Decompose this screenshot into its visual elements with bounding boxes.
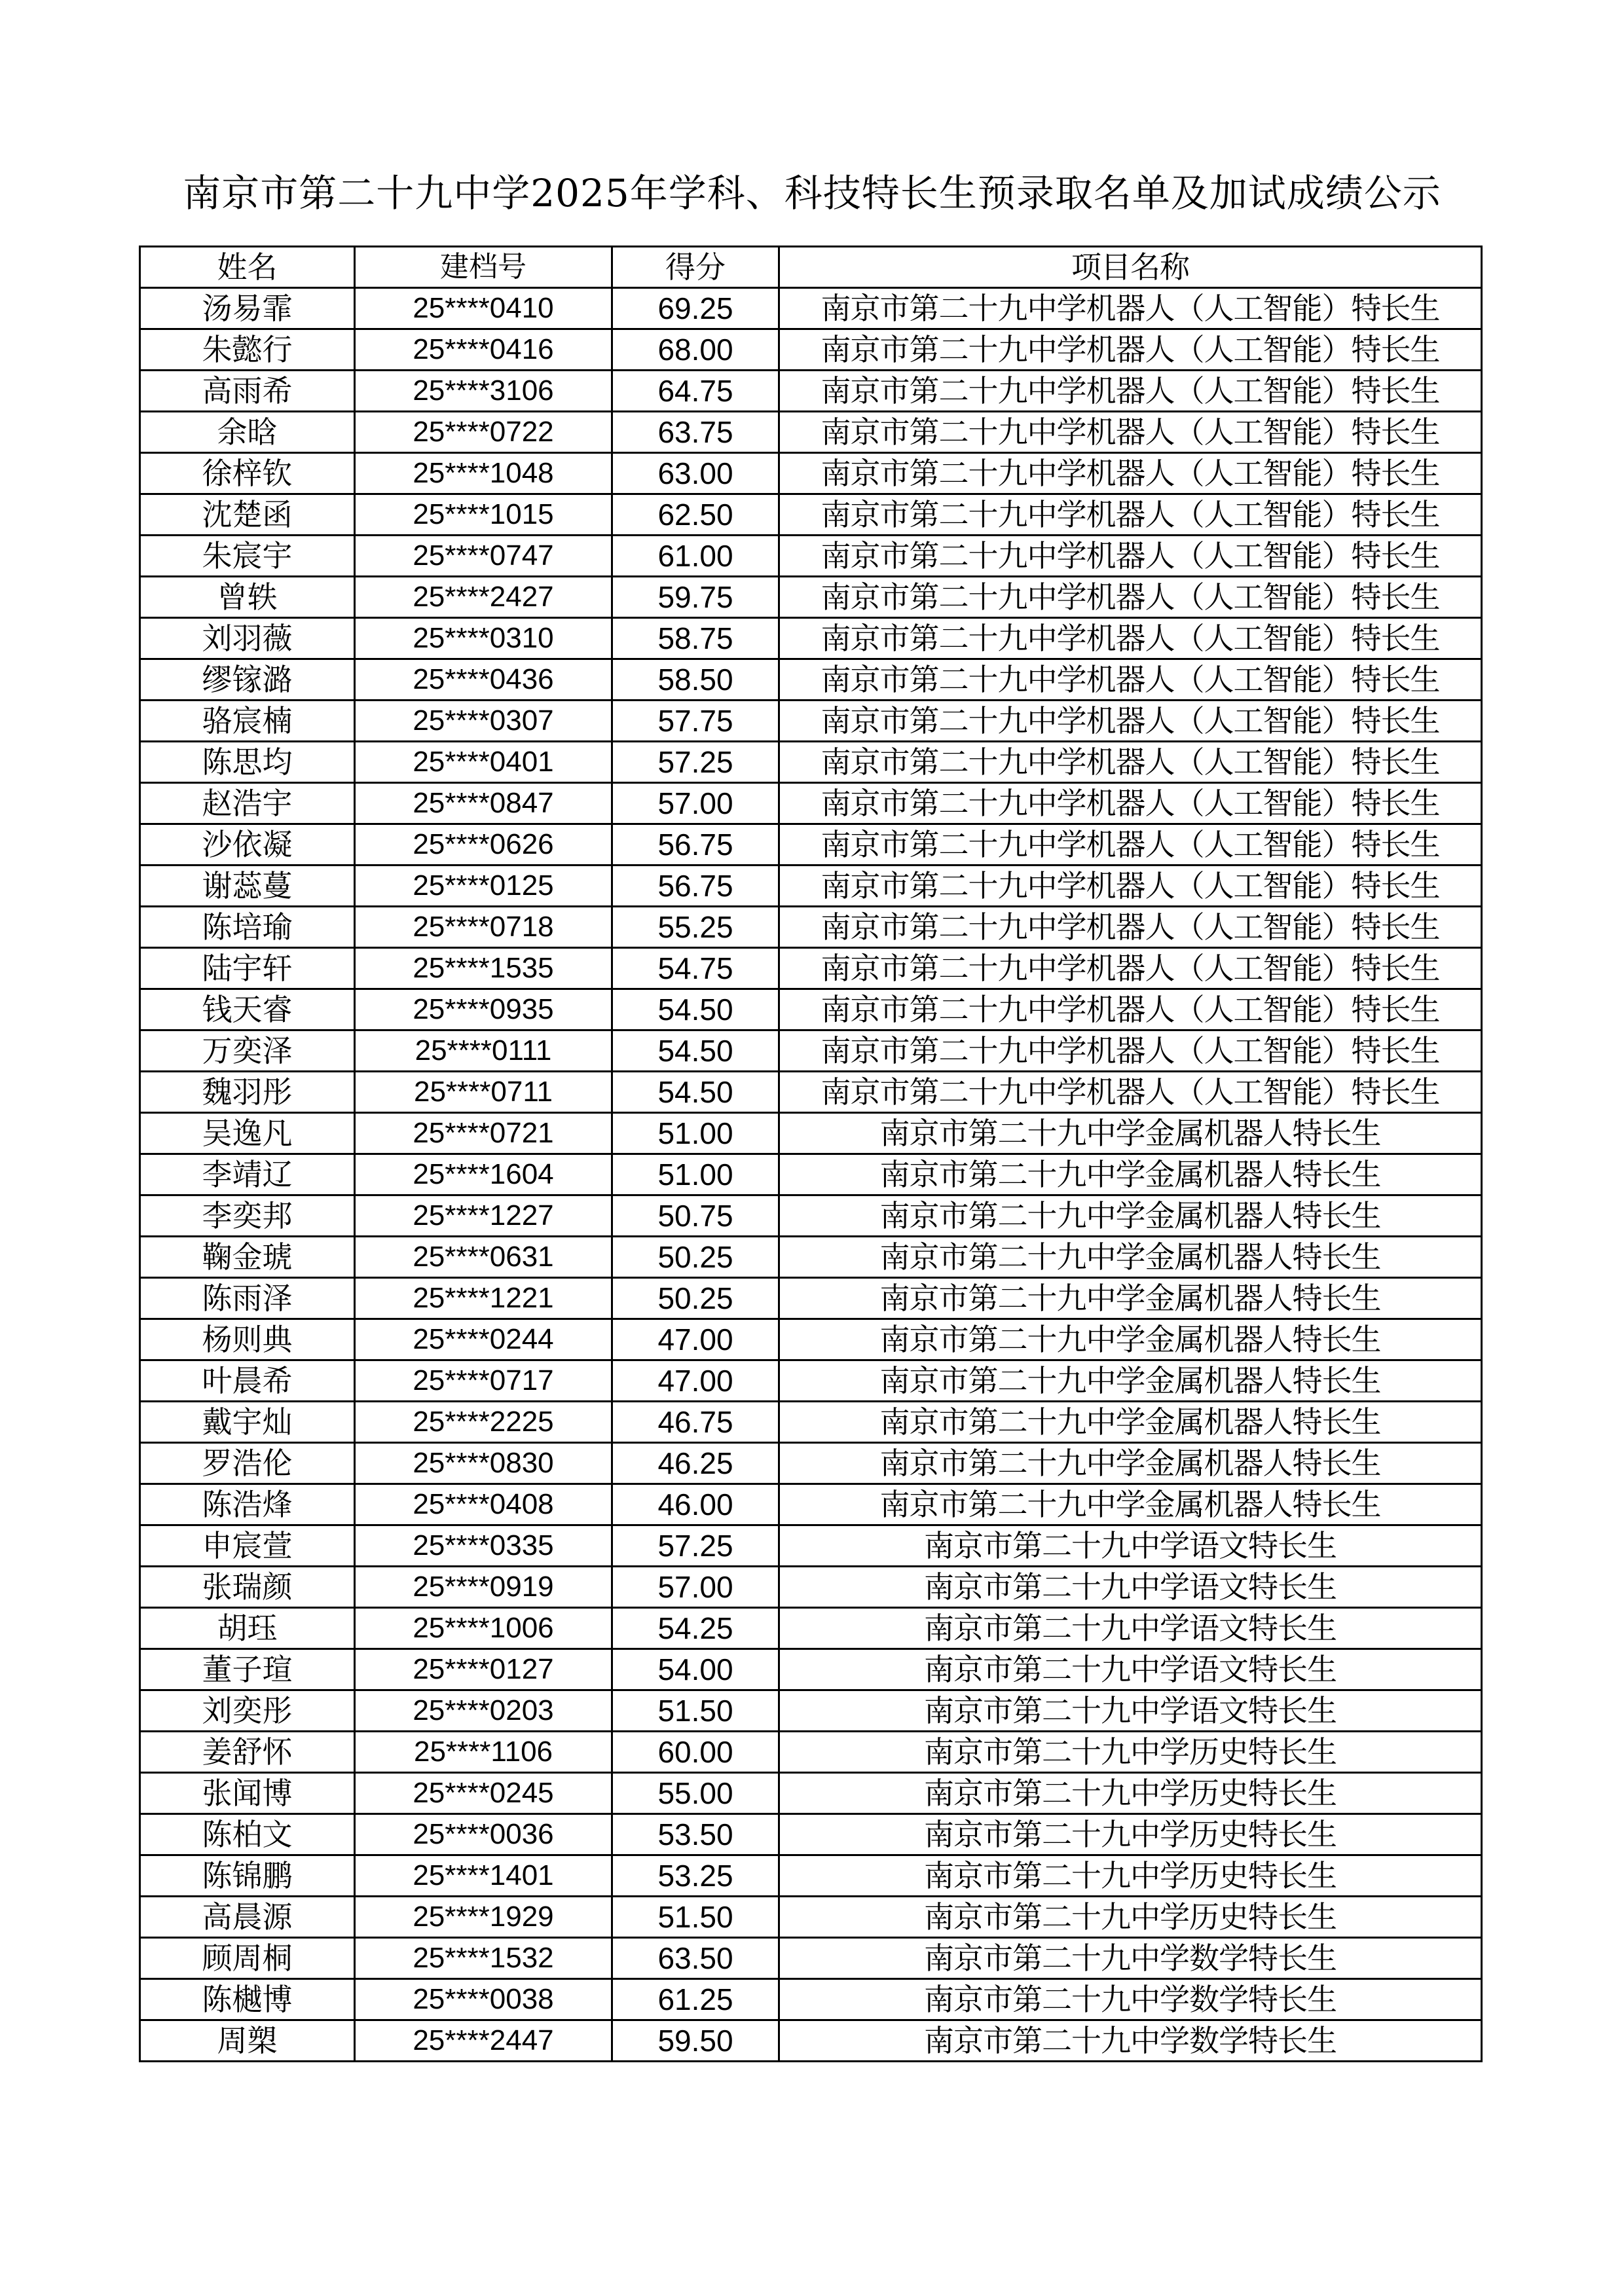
- cell-name: 赵浩宇: [140, 783, 355, 824]
- cell-score: 53.50: [612, 1814, 779, 1855]
- cell-project: 南京市第二十九中学机器人（人工智能）特长生: [779, 824, 1482, 866]
- cell-name: 陈柏文: [140, 1814, 355, 1855]
- cell-name: 汤易霏: [140, 288, 355, 329]
- table-row: [140, 577, 1482, 618]
- table-row: [140, 742, 1482, 783]
- cell-score: 59.50: [612, 2020, 779, 2062]
- cell-name: 陈雨泽: [140, 1278, 355, 1319]
- cell-score: 50.25: [612, 1237, 779, 1278]
- cell-score: 46.00: [612, 1484, 779, 1525]
- cell-project: 南京市第二十九中学数学特长生: [779, 1979, 1482, 2020]
- table-row: [140, 1278, 1482, 1319]
- cell-score: 63.00: [612, 453, 779, 494]
- table-row: [140, 1897, 1482, 1938]
- cell-file-number: 25****0410: [355, 288, 612, 329]
- table-row: [140, 1814, 1482, 1855]
- cell-score: 50.25: [612, 1278, 779, 1319]
- cell-name: 陈锦鹏: [140, 1855, 355, 1897]
- table-row: [140, 1567, 1482, 1608]
- cell-score: 69.25: [612, 288, 779, 329]
- cell-name: 高晨源: [140, 1897, 355, 1938]
- cell-score: 62.50: [612, 494, 779, 536]
- table-row: [140, 618, 1482, 659]
- cell-file-number: 25****0717: [355, 1360, 612, 1402]
- cell-name: 陈思均: [140, 742, 355, 783]
- table-row: [140, 1690, 1482, 1732]
- cell-name: 朱懿行: [140, 329, 355, 371]
- cell-file-number: 25****0127: [355, 1649, 612, 1690]
- cell-project: 南京市第二十九中学金属机器人特长生: [779, 1402, 1482, 1443]
- cell-project: 南京市第二十九中学机器人（人工智能）特长生: [779, 989, 1482, 1030]
- cell-score: 64.75: [612, 371, 779, 412]
- table-row: [140, 1855, 1482, 1897]
- column-header-project: 项目名称: [779, 247, 1482, 288]
- cell-project: 南京市第二十九中学机器人（人工智能）特长生: [779, 329, 1482, 371]
- cell-file-number: 25****0747: [355, 536, 612, 577]
- table-row: [140, 701, 1482, 742]
- table-row: [140, 1732, 1482, 1773]
- cell-project: 南京市第二十九中学历史特长生: [779, 1855, 1482, 1897]
- cell-file-number: 25****0416: [355, 329, 612, 371]
- cell-score: 60.00: [612, 1732, 779, 1773]
- cell-score: 54.50: [612, 1072, 779, 1113]
- cell-file-number: 25****0038: [355, 1979, 612, 2020]
- cell-name: 陈培瑜: [140, 907, 355, 948]
- cell-name: 钱天睿: [140, 989, 355, 1030]
- cell-score: 54.00: [612, 1649, 779, 1690]
- cell-file-number: 25****0307: [355, 701, 612, 742]
- cell-file-number: 25****2225: [355, 1402, 612, 1443]
- cell-file-number: 25****0721: [355, 1113, 612, 1154]
- table-row: [140, 1319, 1482, 1360]
- cell-file-number: 25****0626: [355, 824, 612, 866]
- table-row: [140, 1402, 1482, 1443]
- cell-file-number: 25****0722: [355, 412, 612, 453]
- cell-file-number: 25****0245: [355, 1773, 612, 1814]
- admission-table: [139, 246, 1483, 2062]
- cell-name: 鞠金琥: [140, 1237, 355, 1278]
- cell-score: 61.00: [612, 536, 779, 577]
- table-row: [140, 1525, 1482, 1567]
- cell-name: 叶晨希: [140, 1360, 355, 1402]
- table-row: [140, 866, 1482, 907]
- cell-project: 南京市第二十九中学机器人（人工智能）特长生: [779, 577, 1482, 618]
- cell-project: 南京市第二十九中学机器人（人工智能）特长生: [779, 866, 1482, 907]
- cell-project: 南京市第二十九中学机器人（人工智能）特长生: [779, 948, 1482, 989]
- cell-score: 68.00: [612, 329, 779, 371]
- cell-score: 57.25: [612, 742, 779, 783]
- cell-score: 46.75: [612, 1402, 779, 1443]
- cell-name: 曾轶: [140, 577, 355, 618]
- cell-project: 南京市第二十九中学历史特长生: [779, 1897, 1482, 1938]
- cell-name: 万奕泽: [140, 1030, 355, 1072]
- cell-score: 56.75: [612, 824, 779, 866]
- cell-project: 南京市第二十九中学机器人（人工智能）特长生: [779, 536, 1482, 577]
- cell-project: 南京市第二十九中学语文特长生: [779, 1525, 1482, 1567]
- cell-name: 缪镓潞: [140, 659, 355, 701]
- cell-name: 陈浩烽: [140, 1484, 355, 1525]
- table-row: [140, 948, 1482, 989]
- cell-project: 南京市第二十九中学机器人（人工智能）特长生: [779, 618, 1482, 659]
- cell-score: 57.75: [612, 701, 779, 742]
- cell-score: 58.75: [612, 618, 779, 659]
- cell-name: 罗浩伦: [140, 1443, 355, 1484]
- cell-score: 47.00: [612, 1360, 779, 1402]
- cell-project: 南京市第二十九中学金属机器人特长生: [779, 1360, 1482, 1402]
- cell-name: 张闻博: [140, 1773, 355, 1814]
- table-row: [140, 989, 1482, 1030]
- cell-name: 胡珏: [140, 1608, 355, 1649]
- cell-score: 56.75: [612, 866, 779, 907]
- table-row: [140, 2020, 1482, 2062]
- table-row: [140, 824, 1482, 866]
- cell-project: 南京市第二十九中学金属机器人特长生: [779, 1443, 1482, 1484]
- cell-score: 61.25: [612, 1979, 779, 2020]
- cell-name: 陆宇轩: [140, 948, 355, 989]
- cell-file-number: 25****2427: [355, 577, 612, 618]
- cell-score: 59.75: [612, 577, 779, 618]
- cell-name: 申宸萱: [140, 1525, 355, 1567]
- cell-score: 57.00: [612, 783, 779, 824]
- cell-project: 南京市第二十九中学机器人（人工智能）特长生: [779, 494, 1482, 536]
- cell-project: 南京市第二十九中学语文特长生: [779, 1608, 1482, 1649]
- cell-project: 南京市第二十九中学金属机器人特长生: [779, 1484, 1482, 1525]
- cell-project: 南京市第二十九中学机器人（人工智能）特长生: [779, 371, 1482, 412]
- cell-score: 54.50: [612, 1030, 779, 1072]
- table-row: [140, 1979, 1482, 2020]
- cell-file-number: 25****1227: [355, 1195, 612, 1237]
- cell-file-number: 25****0244: [355, 1319, 612, 1360]
- table-row: [140, 1154, 1482, 1195]
- cell-file-number: 25****1106: [355, 1732, 612, 1773]
- table-row: [140, 412, 1482, 453]
- cell-score: 51.50: [612, 1897, 779, 1938]
- table-row: [140, 1938, 1482, 1979]
- cell-score: 54.25: [612, 1608, 779, 1649]
- cell-project: 南京市第二十九中学机器人（人工智能）特长生: [779, 1030, 1482, 1072]
- column-header-file-number: 建档号: [355, 247, 612, 288]
- cell-name: 沙依凝: [140, 824, 355, 866]
- table-row: [140, 494, 1482, 536]
- cell-project: 南京市第二十九中学机器人（人工智能）特长生: [779, 412, 1482, 453]
- table-row: [140, 288, 1482, 329]
- column-header-name: 姓名: [140, 247, 355, 288]
- cell-name: 顾周桐: [140, 1938, 355, 1979]
- cell-score: 53.25: [612, 1855, 779, 1897]
- table-row: [140, 371, 1482, 412]
- cell-project: 南京市第二十九中学历史特长生: [779, 1773, 1482, 1814]
- cell-score: 51.00: [612, 1113, 779, 1154]
- cell-file-number: 25****0310: [355, 618, 612, 659]
- cell-score: 54.50: [612, 989, 779, 1030]
- cell-file-number: 25****1535: [355, 948, 612, 989]
- cell-file-number: 25****1048: [355, 453, 612, 494]
- cell-file-number: 25****0830: [355, 1443, 612, 1484]
- cell-name: 朱宸宇: [140, 536, 355, 577]
- cell-name: 高雨希: [140, 371, 355, 412]
- cell-project: 南京市第二十九中学机器人（人工智能）特长生: [779, 701, 1482, 742]
- cell-file-number: 25****0408: [355, 1484, 612, 1525]
- cell-file-number: 25****1006: [355, 1608, 612, 1649]
- cell-project: 南京市第二十九中学机器人（人工智能）特长生: [779, 453, 1482, 494]
- cell-name: 余晗: [140, 412, 355, 453]
- cell-file-number: 25****0631: [355, 1237, 612, 1278]
- table-row: [140, 1072, 1482, 1113]
- cell-file-number: 25****0847: [355, 783, 612, 824]
- table-row: [140, 536, 1482, 577]
- table-row: [140, 783, 1482, 824]
- cell-name: 陈樾博: [140, 1979, 355, 2020]
- cell-name: 骆宸楠: [140, 701, 355, 742]
- cell-name: 周槊: [140, 2020, 355, 2062]
- cell-score: 55.00: [612, 1773, 779, 1814]
- cell-file-number: 25****0919: [355, 1567, 612, 1608]
- cell-name: 董子瑄: [140, 1649, 355, 1690]
- cell-file-number: 25****0711: [355, 1072, 612, 1113]
- table-row: [140, 1360, 1482, 1402]
- cell-file-number: 25****0111: [355, 1030, 612, 1072]
- cell-project: 南京市第二十九中学历史特长生: [779, 1732, 1482, 1773]
- cell-project: 南京市第二十九中学金属机器人特长生: [779, 1237, 1482, 1278]
- cell-project: 南京市第二十九中学金属机器人特长生: [779, 1195, 1482, 1237]
- cell-project: 南京市第二十九中学语文特长生: [779, 1567, 1482, 1608]
- table-row: [140, 1649, 1482, 1690]
- cell-name: 姜舒怀: [140, 1732, 355, 1773]
- table-row: [140, 1484, 1482, 1525]
- cell-name: 李奕邦: [140, 1195, 355, 1237]
- cell-name: 刘羽薇: [140, 618, 355, 659]
- table-row: [140, 329, 1482, 371]
- cell-file-number: 25****0401: [355, 742, 612, 783]
- cell-project: 南京市第二十九中学金属机器人特长生: [779, 1154, 1482, 1195]
- cell-name: 沈楚函: [140, 494, 355, 536]
- table-row: [140, 1195, 1482, 1237]
- cell-file-number: 25****0036: [355, 1814, 612, 1855]
- cell-file-number: 25****1221: [355, 1278, 612, 1319]
- cell-file-number: 25****1929: [355, 1897, 612, 1938]
- column-header-score: 得分: [612, 247, 779, 288]
- table-header-row: [140, 247, 1482, 288]
- cell-file-number: 25****2447: [355, 2020, 612, 2062]
- cell-project: 南京市第二十九中学机器人（人工智能）特长生: [779, 742, 1482, 783]
- cell-score: 55.25: [612, 907, 779, 948]
- table-row: [140, 1113, 1482, 1154]
- cell-project: 南京市第二十九中学金属机器人特长生: [779, 1278, 1482, 1319]
- cell-score: 51.00: [612, 1154, 779, 1195]
- cell-file-number: 25****0125: [355, 866, 612, 907]
- cell-score: 63.50: [612, 1938, 779, 1979]
- cell-score: 63.75: [612, 412, 779, 453]
- table-row: [140, 1237, 1482, 1278]
- table-row: [140, 1443, 1482, 1484]
- cell-score: 54.75: [612, 948, 779, 989]
- cell-name: 刘奕彤: [140, 1690, 355, 1732]
- cell-score: 58.50: [612, 659, 779, 701]
- cell-name: 戴宇灿: [140, 1402, 355, 1443]
- cell-file-number: 25****1604: [355, 1154, 612, 1195]
- cell-project: 南京市第二十九中学语文特长生: [779, 1690, 1482, 1732]
- cell-file-number: 25****0335: [355, 1525, 612, 1567]
- page-title: 南京市第二十九中学2025年学科、科技特长生预录取名单及加试成绩公示: [183, 171, 1441, 215]
- cell-name: 徐梓钦: [140, 453, 355, 494]
- cell-file-number: 25****1401: [355, 1855, 612, 1897]
- cell-score: 46.25: [612, 1443, 779, 1484]
- cell-score: 57.00: [612, 1567, 779, 1608]
- cell-name: 吴逸凡: [140, 1113, 355, 1154]
- cell-file-number: 25****3106: [355, 371, 612, 412]
- table-row: [140, 1608, 1482, 1649]
- cell-project: 南京市第二十九中学机器人（人工智能）特长生: [779, 907, 1482, 948]
- cell-project: 南京市第二十九中学金属机器人特长生: [779, 1113, 1482, 1154]
- cell-name: 谢蕊蔓: [140, 866, 355, 907]
- cell-score: 51.50: [612, 1690, 779, 1732]
- table-row: [140, 907, 1482, 948]
- cell-name: 李靖辽: [140, 1154, 355, 1195]
- cell-project: 南京市第二十九中学机器人（人工智能）特长生: [779, 783, 1482, 824]
- table-row: [140, 453, 1482, 494]
- cell-file-number: 25****0436: [355, 659, 612, 701]
- cell-name: 魏羽彤: [140, 1072, 355, 1113]
- cell-project: 南京市第二十九中学机器人（人工智能）特长生: [779, 1072, 1482, 1113]
- table-body: [140, 288, 1482, 2062]
- cell-file-number: 25****0203: [355, 1690, 612, 1732]
- cell-project: 南京市第二十九中学数学特长生: [779, 2020, 1482, 2062]
- cell-project: 南京市第二十九中学历史特长生: [779, 1814, 1482, 1855]
- table-row: [140, 1773, 1482, 1814]
- cell-score: 50.75: [612, 1195, 779, 1237]
- cell-score: 57.25: [612, 1525, 779, 1567]
- cell-project: 南京市第二十九中学金属机器人特长生: [779, 1319, 1482, 1360]
- cell-project: 南京市第二十九中学机器人（人工智能）特长生: [779, 659, 1482, 701]
- cell-score: 47.00: [612, 1319, 779, 1360]
- table-row: [140, 659, 1482, 701]
- cell-name: 张瑞颜: [140, 1567, 355, 1608]
- cell-file-number: 25****0935: [355, 989, 612, 1030]
- table-row: [140, 1030, 1482, 1072]
- cell-name: 杨则典: [140, 1319, 355, 1360]
- cell-file-number: 25****1532: [355, 1938, 612, 1979]
- cell-file-number: 25****0718: [355, 907, 612, 948]
- cell-project: 南京市第二十九中学语文特长生: [779, 1649, 1482, 1690]
- cell-project: 南京市第二十九中学数学特长生: [779, 1938, 1482, 1979]
- cell-file-number: 25****1015: [355, 494, 612, 536]
- cell-project: 南京市第二十九中学机器人（人工智能）特长生: [779, 288, 1482, 329]
